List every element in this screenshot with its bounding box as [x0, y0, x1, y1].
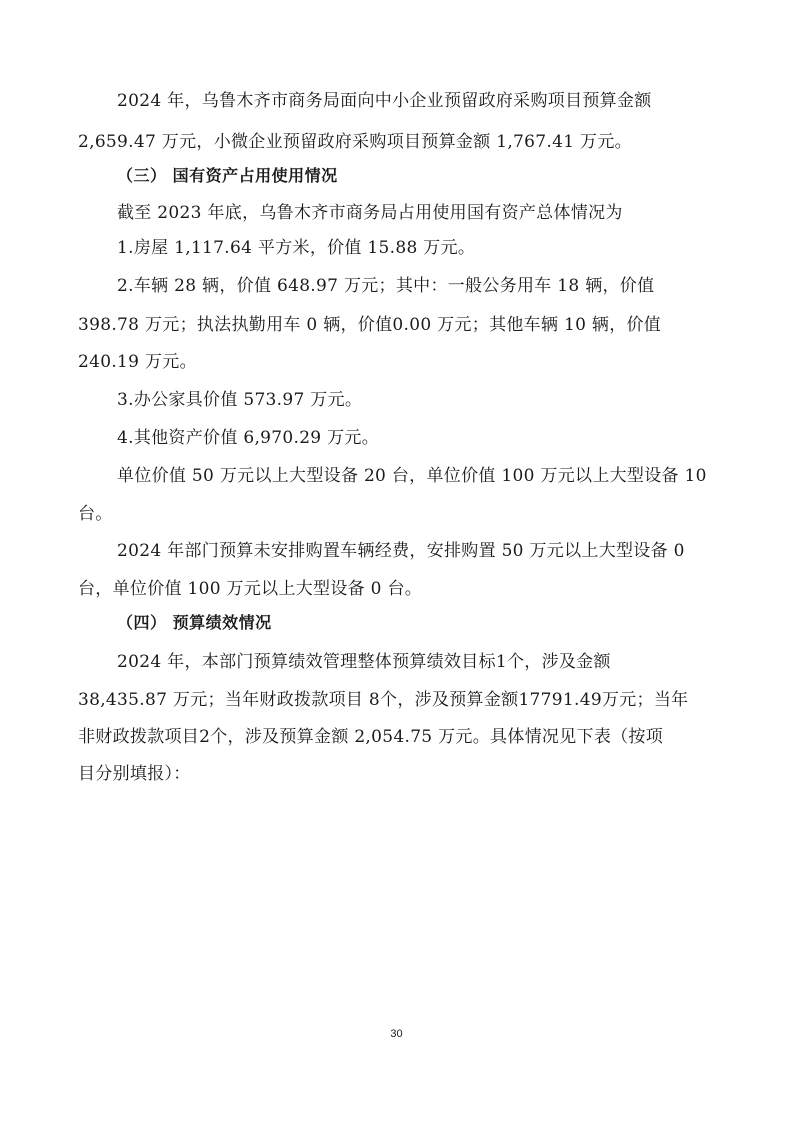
- section-heading-budget-performance: （四） 预算绩效情况: [117, 613, 272, 632]
- paragraph-performance-line-1: 2024 年，本部门预算绩效管理整体预算绩效目标1个，涉及金额: [117, 652, 611, 672]
- paragraph-large-equipment-line-2: 台。: [78, 504, 113, 524]
- paragraph-performance-line-4: 目分别填报）：: [78, 764, 191, 784]
- paragraph-performance-line-3: 非财政拨款项目2个，涉及预算金额 2,054.75 万元。具体情况见下表（按项: [78, 727, 664, 747]
- paragraph-purchase-plan-line-1: 2024 年部门预算未安排购置车辆经费，安排购置 50 万元以上大型设备 0: [117, 541, 685, 561]
- paragraph-procurement-line-1: 2024 年，乌鲁木齐市商务局面向中小企业预留政府采购项目预算金额: [117, 91, 652, 111]
- paragraph-procurement-line-2: 2,659.47 万元，小微企业预留政府采购项目预算金额 1,767.41 万元。: [78, 132, 632, 152]
- paragraph-purchase-plan-line-2: 台，单位价值 100 万元以上大型设备 0 台。: [78, 579, 423, 599]
- assets-item-vehicles-line-3: 240.19 万元。: [78, 352, 197, 372]
- assets-item-housing: 1.房屋 1,117.64 平方米，价值 15.88 万元。: [117, 238, 476, 258]
- assets-item-vehicles-line-1: 2.车辆 28 辆，价值 648.97 万元；其中：一般公务用车 18 辆，价值: [117, 276, 655, 296]
- paragraph-large-equipment-line-1: 单位价值 50 万元以上大型设备 20 台，单位价值 100 万元以上大型设备 10: [117, 466, 707, 486]
- page-number: 30: [390, 1028, 403, 1040]
- assets-item-furniture: 3.办公家具价值 573.97 万元。: [117, 390, 363, 410]
- section-heading-state-assets: （三） 国有资产占用使用情况: [117, 166, 338, 185]
- paragraph-assets-intro: 截至 2023 年底，乌鲁木齐市商务局占用使用国有资产总体情况为: [117, 203, 623, 223]
- assets-item-vehicles-line-2: 398.78 万元；执法执勤用车 0 辆，价值0.00 万元；其他车辆 10 辆，价值: [78, 315, 662, 335]
- assets-item-other: 4.其他资产价值 6,970.29 万元。: [117, 428, 380, 448]
- paragraph-performance-line-2: 38,435.87 万元；当年财政拨款项目 8个，涉及预算金额17791.49万元；当年: [78, 690, 689, 710]
